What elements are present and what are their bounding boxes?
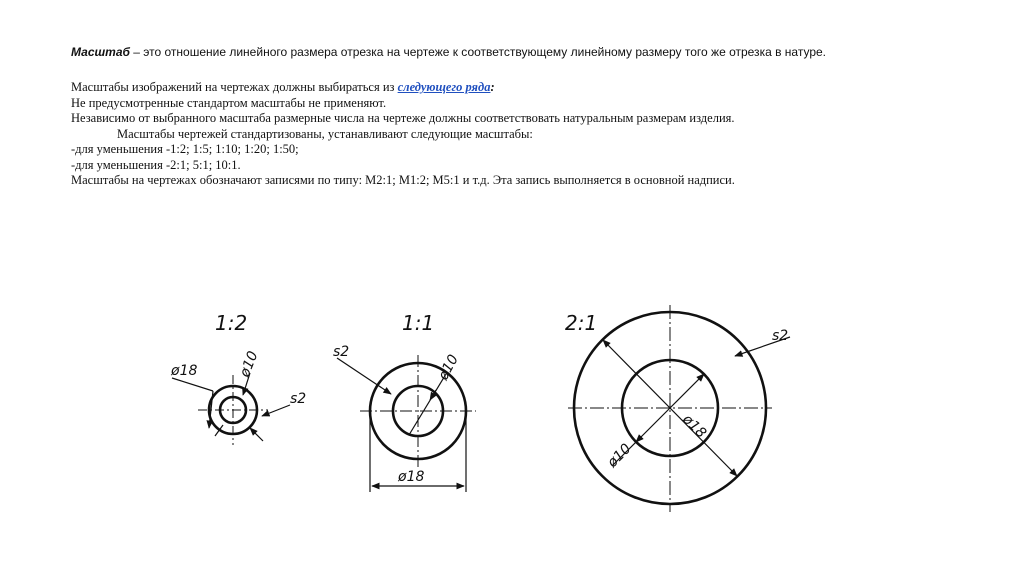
figure-scale-2-1 — [565, 305, 790, 512]
scale-label: 1:2 — [215, 311, 248, 335]
next-series-link[interactable]: следующего ряда — [397, 80, 491, 94]
inner-diameter-label: ø10 — [435, 352, 462, 383]
line-1: Масштабы изображений на чертежах должны выбираться из следующего ряда: — [71, 80, 495, 94]
outer-diameter-label: ø18 — [679, 411, 710, 442]
line-3: Независимо от выбранного масштаба размерные числа на чертеже должны соответствовать натуральным размерам изделия. — [71, 111, 735, 125]
thickness-label: s2 — [333, 344, 350, 360]
outer-diameter-label: ø18 — [171, 363, 198, 379]
center-lines — [360, 355, 476, 467]
scale-label: 2:1 — [565, 311, 598, 335]
inner-diameter-label: ø10 — [604, 440, 635, 471]
line-4: Масштабы чертежей стандартизованы, устанавливают следующие масштабы: — [117, 126, 533, 141]
thickness-label: s2 — [772, 328, 789, 344]
dimension-lines — [172, 373, 290, 441]
line-7: Масштабы на чертежах обозначают записями по типу: М2:1; М1:2; М5:1 и т.д. Эта запись выполняется в основной надписи. — [71, 173, 735, 187]
scale-label: 1:1 — [402, 311, 435, 335]
definition-term: Масштаб — [71, 45, 130, 59]
thickness-label: s2 — [290, 391, 307, 407]
line-5: -для уменьшения -1:2; 1:5; 1:10; 1:20; 1:50; — [71, 142, 299, 156]
inner-diameter-label: ø10 — [236, 349, 262, 380]
line-2: Не предусмотренные стандартом масштабы не применяют. — [71, 95, 387, 110]
line-6: -для уменьшения -2:1; 5:1; 10:1. — [71, 157, 241, 172]
definition-text: – это отношение линейного размера отрезка на чертеже к соответствующему линейному размеру того же отрезка в натуре. — [129, 45, 827, 59]
figure-scale-1-1 — [333, 311, 476, 492]
figure-scale-1-2 — [170, 311, 306, 445]
outer-diameter-label: ø18 — [398, 469, 425, 485]
